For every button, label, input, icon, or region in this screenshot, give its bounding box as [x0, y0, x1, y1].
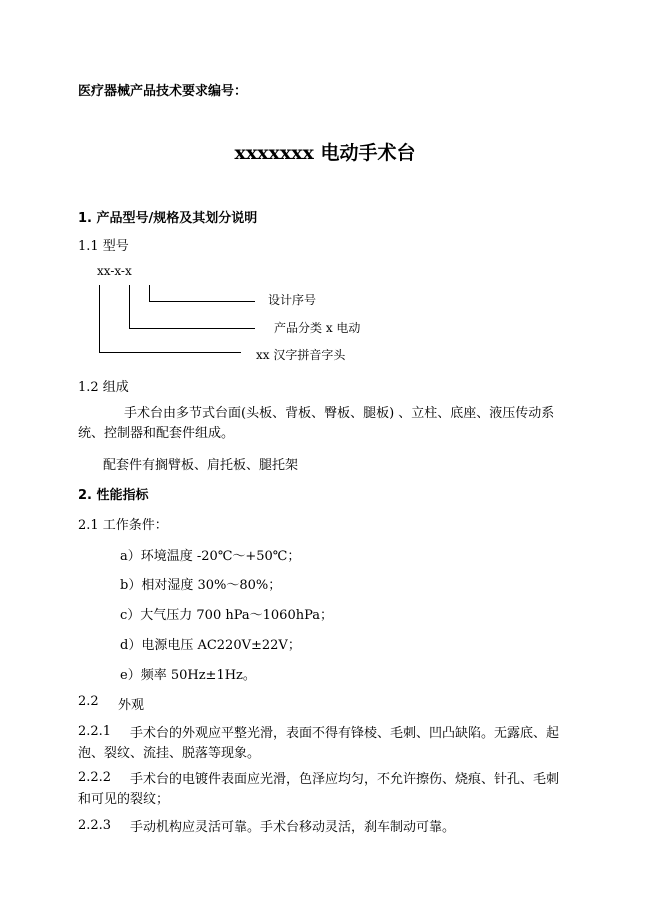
category-vline [129, 285, 130, 329]
accessories-paragraph: 配套件有搁臂板、肩托板、腿托架 [103, 458, 299, 473]
clause-text: 手术台的外观应平整光滑，表面不得有锋棱、毛刺、凹凸缺陷。无露底、起泡、裂纹、流挂、脱落等现象。 [78, 726, 560, 761]
condition-item: a）环境温度 -20℃～+50℃； [120, 549, 301, 564]
design-seq-label: 设计序号 [268, 293, 317, 307]
clause-text: 手术台的电镀件表面应光滑，色泽应均匀，不允许擦伤、烧痕、针孔、毛刺和可见的裂纹； [78, 772, 560, 807]
section-2-2-number: 2.2 [78, 694, 99, 709]
model-code: xx-x-x [97, 264, 132, 278]
section-1-heading: 1. 产品型号/规格及其划分说明 [78, 211, 258, 226]
category-hline [129, 328, 255, 329]
pinyin-label: xx 汉字拼音字头 [256, 348, 346, 362]
condition-item: c）大气压力 700 hPa～1060hPa； [120, 608, 334, 623]
product-code-label: 医疗器械产品技术要求编号： [78, 84, 248, 99]
clause-number: 2.2.2 [78, 770, 112, 785]
section-2-1-heading: 2.1 工作条件： [78, 518, 168, 533]
pinyin-vline [99, 285, 100, 353]
clause-text: 手动机构应灵活可靠。手术台移动灵活，刹车制动可靠。 [130, 820, 456, 835]
composition-paragraph: 手术台由多节式台面(头板、背板、臀板、腿板) 、立柱、底座、液压传动系统、控制器和配套件组成。 [78, 406, 555, 441]
category-label: 产品分类 x 电动 [274, 321, 361, 335]
document-title: xxxxxxx 电动手术台 [234, 142, 416, 164]
pinyin-hline [99, 352, 241, 353]
clause-number: 2.2.1 [78, 724, 112, 739]
clause-number: 2.2.3 [78, 818, 112, 833]
condition-item: d）电源电压 AC220V±22V； [120, 638, 301, 653]
condition-item: b）相对湿度 30%～80%； [120, 578, 282, 593]
condition-item: e）频率 50Hz±1Hz。 [120, 668, 256, 683]
design-seq-vline [149, 285, 150, 302]
section-1-1-heading: 1.1 型号 [78, 239, 129, 254]
design-seq-hline [149, 301, 255, 302]
section-2-2-title: 外观 [118, 698, 145, 713]
section-1-2-heading: 1.2 组成 [78, 380, 129, 395]
section-2-heading: 2. 性能指标 [78, 488, 149, 503]
